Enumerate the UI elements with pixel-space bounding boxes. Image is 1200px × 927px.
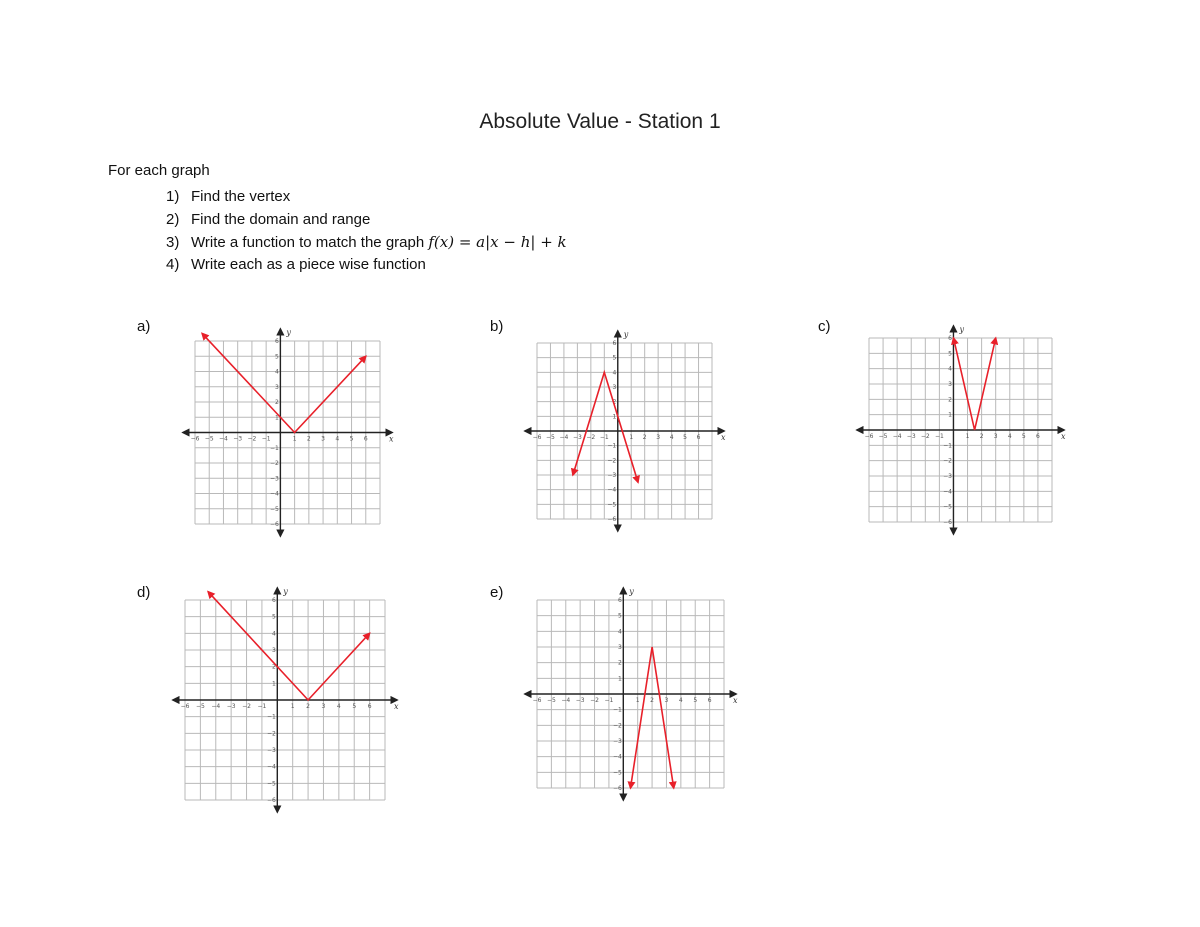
x-tick-label: −2 (586, 434, 596, 441)
y-tick-label: 1 (612, 413, 617, 421)
y-tick-label: −5 (270, 505, 279, 513)
graph-b-label: b) (490, 318, 504, 335)
y-tick-label: −1 (266, 713, 276, 721)
y-tick-label: 1 (275, 414, 279, 422)
x-tick-label: −4 (892, 433, 902, 440)
y-tick-label: −4 (270, 490, 279, 498)
y-tick-label: −3 (612, 738, 622, 745)
graph-a (179, 325, 396, 540)
graph-c-label: c) (818, 318, 831, 335)
x-tick-label: 5 (352, 703, 357, 710)
x-tick-label: −1 (599, 434, 609, 441)
y-tick-label: −6 (607, 516, 617, 523)
y-tick-label: −1 (612, 706, 622, 714)
graph-e (521, 584, 740, 804)
graph-a-label: a) (137, 318, 151, 335)
step-number: 2) (166, 210, 180, 228)
y-tick-label: −3 (266, 747, 276, 754)
x-tick-label: −5 (195, 703, 205, 710)
x-tick-label: −3 (575, 697, 585, 704)
x-tick-label: 4 (335, 435, 340, 443)
x-axis-label: x (1061, 432, 1066, 441)
function-formula: f(x) = a|x − h| + k (428, 233, 567, 251)
y-tick-label: 6 (275, 338, 279, 345)
y-tick-label: 3 (612, 384, 617, 391)
y-tick-label: 5 (612, 354, 617, 362)
graph-e-label: e) (490, 584, 504, 601)
x-tick-label: 5 (683, 434, 687, 441)
x-tick-label: 2 (650, 697, 654, 704)
page-title: Absolute Value - Station 1 (479, 110, 721, 133)
x-tick-label: −6 (864, 433, 874, 440)
y-tick-label: 1 (271, 680, 276, 688)
y-tick-label: 5 (948, 350, 952, 358)
y-tick-label: 6 (271, 597, 276, 604)
x-tick-label: −4 (561, 697, 571, 704)
step-text: Write a function to match the graph (191, 234, 425, 251)
graph-c (853, 322, 1068, 538)
y-axis-label: y (959, 325, 964, 334)
y-tick-label: 6 (948, 335, 952, 342)
step-item (166, 186, 567, 209)
y-tick-label: −5 (943, 503, 952, 511)
y-tick-label: 3 (275, 383, 279, 391)
x-tick-label: −6 (190, 435, 200, 443)
x-tick-label: 6 (1036, 433, 1040, 440)
x-tick-label: 5 (349, 435, 354, 443)
x-tick-label: 2 (979, 433, 984, 440)
x-tick-label: −6 (180, 703, 190, 710)
x-tick-label: −5 (546, 434, 555, 441)
x-tick-label: 1 (635, 697, 640, 704)
y-tick-label: 6 (612, 340, 617, 347)
x-tick-label: −1 (604, 697, 614, 704)
y-tick-label: 2 (948, 396, 952, 404)
instructions-intro: For each graph (108, 162, 210, 179)
y-tick-label: −5 (607, 501, 617, 509)
x-axis-label: x (721, 433, 726, 442)
x-tick-label: 5 (1021, 433, 1026, 440)
x-tick-label: 4 (669, 434, 674, 441)
y-tick-label: 5 (271, 613, 276, 621)
step-item (166, 254, 567, 277)
x-tick-label: −1 (934, 433, 944, 440)
step-number: 1) (166, 188, 180, 205)
y-tick-label: −3 (943, 473, 952, 480)
y-axis-label: y (629, 587, 634, 596)
graph-d (169, 584, 401, 816)
x-tick-label: 2 (306, 703, 310, 710)
x-tick-label: 4 (678, 697, 683, 704)
y-tick-label: 4 (275, 368, 279, 376)
graph-b (521, 327, 728, 535)
y-tick-label: −3 (270, 475, 279, 483)
y-tick-label: −5 (612, 769, 622, 777)
y-tick-label: 4 (948, 365, 952, 373)
function-line (573, 372, 638, 482)
y-tick-label: 1 (617, 675, 622, 683)
x-tick-label: −5 (204, 435, 214, 443)
y-tick-label: −6 (612, 785, 622, 792)
y-tick-label: −6 (943, 519, 952, 526)
x-tick-label: 4 (336, 703, 341, 710)
y-tick-label: −3 (607, 472, 617, 479)
y-tick-label: 3 (948, 381, 952, 388)
y-tick-label: −1 (270, 444, 279, 452)
y-tick-label: 2 (275, 399, 279, 406)
x-tick-label: 6 (363, 435, 368, 443)
step-text: Write each as a piece wise function (191, 255, 426, 273)
y-tick-label: −6 (270, 521, 279, 528)
x-tick-label: 3 (993, 433, 998, 440)
x-tick-label: −4 (219, 435, 228, 443)
x-tick-label: −3 (572, 434, 582, 441)
y-tick-label: 2 (271, 663, 276, 671)
y-tick-label: 4 (617, 628, 622, 636)
step-text: Find the vertex (191, 188, 291, 205)
y-tick-label: −2 (270, 460, 279, 467)
x-tick-label: 2 (642, 434, 647, 441)
step-number: 3) (166, 234, 180, 251)
y-tick-label: −4 (943, 488, 952, 496)
x-tick-label: 3 (664, 697, 669, 704)
x-tick-label: 3 (321, 435, 325, 443)
x-tick-label: 3 (321, 703, 326, 710)
y-tick-label: −5 (266, 780, 276, 788)
x-tick-label: −3 (233, 435, 243, 443)
step-number: 4) (166, 255, 180, 273)
x-tick-label: −4 (211, 703, 221, 710)
y-tick-label: −4 (607, 486, 617, 494)
x-tick-label: 6 (696, 434, 701, 441)
x-tick-label: −1 (261, 435, 271, 443)
x-axis-label: x (394, 702, 399, 711)
graph-d-label: d) (137, 584, 151, 601)
step-text: Find the domain and range (191, 210, 371, 228)
y-tick-label: 3 (617, 644, 622, 651)
y-tick-label: −4 (612, 753, 622, 761)
x-tick-label: −2 (242, 703, 251, 710)
x-tick-label: −3 (906, 433, 916, 440)
y-tick-label: −1 (943, 442, 952, 450)
y-tick-label: −2 (943, 457, 952, 465)
x-tick-label: −5 (546, 697, 556, 704)
y-tick-label: −2 (266, 730, 276, 738)
y-tick-label: 5 (275, 353, 279, 361)
x-tick-label: 5 (693, 697, 698, 704)
y-axis-label: y (283, 587, 288, 596)
x-tick-label: 1 (292, 435, 297, 443)
x-tick-label: 1 (290, 703, 295, 710)
x-tick-label: −6 (532, 697, 542, 704)
x-tick-label: 6 (367, 703, 372, 710)
y-axis-label: y (286, 328, 291, 337)
x-tick-label: −2 (920, 433, 930, 440)
x-tick-label: 6 (707, 697, 712, 704)
x-tick-label: 4 (1007, 433, 1012, 440)
x-tick-label: −1 (257, 703, 267, 710)
instruction-steps (166, 186, 567, 276)
y-tick-label: 2 (612, 398, 617, 406)
x-tick-label: 2 (306, 435, 311, 443)
x-tick-label: −2 (247, 435, 257, 443)
y-tick-label: 5 (617, 612, 622, 620)
x-tick-label: 1 (629, 434, 634, 441)
y-axis-label: y (623, 330, 629, 339)
x-tick-label: −5 (878, 433, 888, 440)
step-item (166, 231, 567, 254)
y-tick-label: −2 (607, 457, 617, 465)
y-tick-label: 3 (271, 647, 276, 654)
x-axis-label: x (389, 434, 394, 444)
x-tick-label: 1 (965, 433, 970, 440)
y-tick-label: −4 (266, 763, 276, 771)
step-item (166, 209, 567, 232)
y-tick-label: 2 (617, 659, 622, 667)
y-tick-label: 1 (948, 411, 952, 419)
x-tick-label: −2 (590, 697, 599, 704)
x-tick-label: −3 (226, 703, 236, 710)
x-tick-label: −4 (559, 434, 569, 441)
y-tick-label: −6 (266, 797, 276, 804)
y-tick-label: −1 (607, 442, 617, 450)
y-tick-label: 6 (617, 597, 622, 604)
x-tick-label: −6 (532, 434, 542, 441)
x-tick-label: 3 (656, 434, 661, 441)
y-tick-label: 4 (271, 630, 276, 638)
y-tick-label: −2 (612, 722, 622, 730)
y-tick-label: 4 (612, 369, 617, 377)
x-axis-label: x (733, 696, 738, 705)
